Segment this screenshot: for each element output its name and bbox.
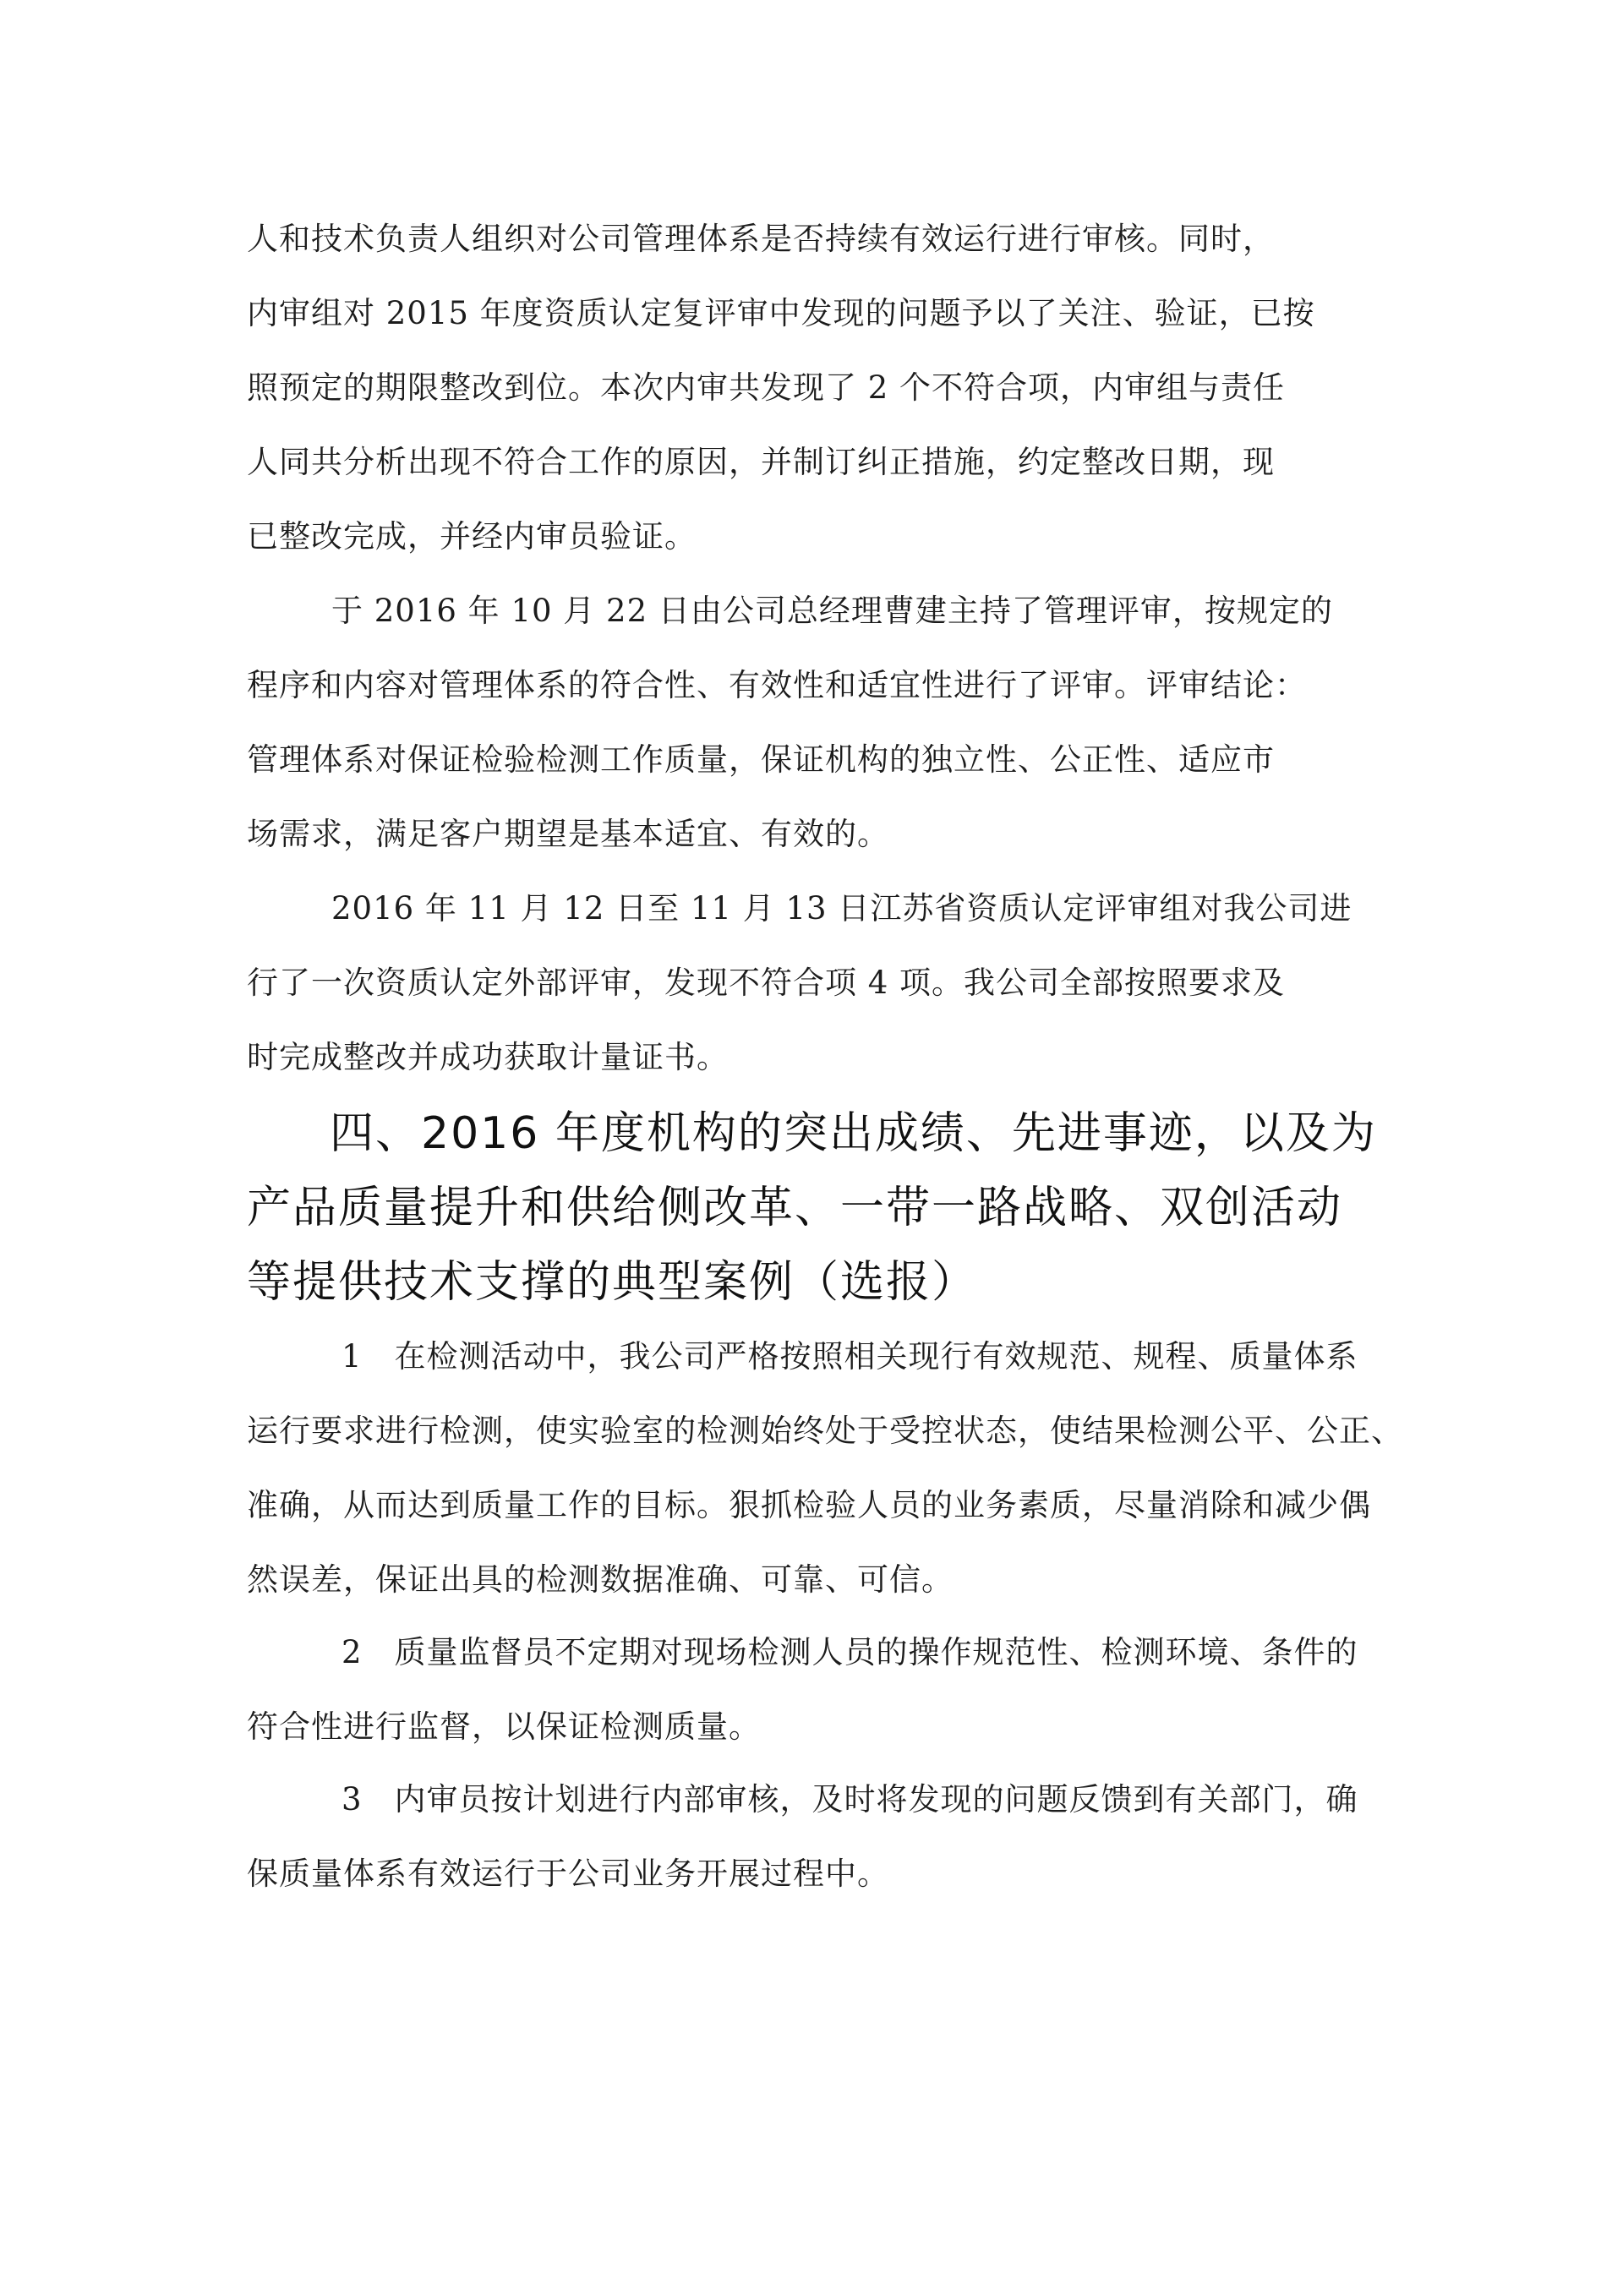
paragraph-line: 已整改完成，并经内审员验证。	[247, 518, 697, 555]
paragraph-line: 2 质量监督员不定期对现场检测人员的操作规范性、检测环境、条件的	[342, 1634, 1358, 1670]
paragraph-line: 人同共分析出现不符合工作的原因，并制订纠正措施，约定整改日期，现	[247, 444, 1275, 480]
paragraph-line: 时完成整改并成功获取计量证书。	[247, 1039, 729, 1075]
paragraph-line: 保质量体系有效运行于公司业务开展过程中。	[247, 1856, 889, 1892]
paragraph-line: 3 内审员按计划进行内部审核，及时将发现的问题反馈到有关部门，确	[342, 1781, 1358, 1818]
paragraph-line: 人和技术负责人组织对公司管理体系是否持续有效运行进行审核。同时，	[247, 221, 1275, 257]
paragraph-line: 1 在检测活动中，我公司严格按照相关现行有效规范、规程、质量体系	[342, 1338, 1358, 1375]
paragraph-line: 然误差，保证出具的检测数据准确、可靠、可信。	[247, 1561, 954, 1598]
paragraph-line: 2016 年 11 月 12 日至 11 月 13 日江苏省资质认定评审组对我公司进	[331, 890, 1352, 927]
paragraph-line: 内审组对 2015 年度资质认定复评审中发现的问题予以了关注、验证，已按	[247, 295, 1315, 331]
paragraph-line: 管理体系对保证检验检测工作质量，保证机构的独立性、公正性、适应市	[247, 741, 1275, 778]
paragraph-line: 于 2016 年 10 月 22 日由公司总经理曹建主持了管理评审，按规定的	[331, 593, 1333, 629]
paragraph-line: 程序和内容对管理体系的符合性、有效性和适宜性进行了评审。评审结论：	[247, 667, 1307, 703]
paragraph-line: 场需求，满足客户期望是基本适宜、有效的。	[247, 816, 889, 852]
heading-line: 四、2016 年度机构的突出成绩、先进事迹，以及为	[330, 1108, 1377, 1159]
paragraph-line: 运行要求进行检测，使实验室的检测始终处于受控状态，使结果检测公平、公正、	[247, 1413, 1403, 1449]
paragraph-line: 符合性进行监督，以保证检测质量。	[247, 1708, 761, 1745]
paragraph-line: 行了一次资质认定外部评审，发现不符合项 4 项。我公司全部按照要求及	[247, 965, 1286, 1001]
heading-line: 等提供技术支撑的典型案例（选报）	[247, 1257, 978, 1308]
heading-line: 产品质量提升和供给侧改革、一带一路战略、双创活动	[247, 1183, 1343, 1233]
paragraph-line: 准确，从而达到质量工作的目标。狠抓检验人员的业务素质，尽量消除和减少偶	[247, 1487, 1371, 1523]
paragraph-line: 照预定的期限整改到位。本次内审共发现了 2 个不符合项，内审组与责任	[247, 369, 1286, 406]
